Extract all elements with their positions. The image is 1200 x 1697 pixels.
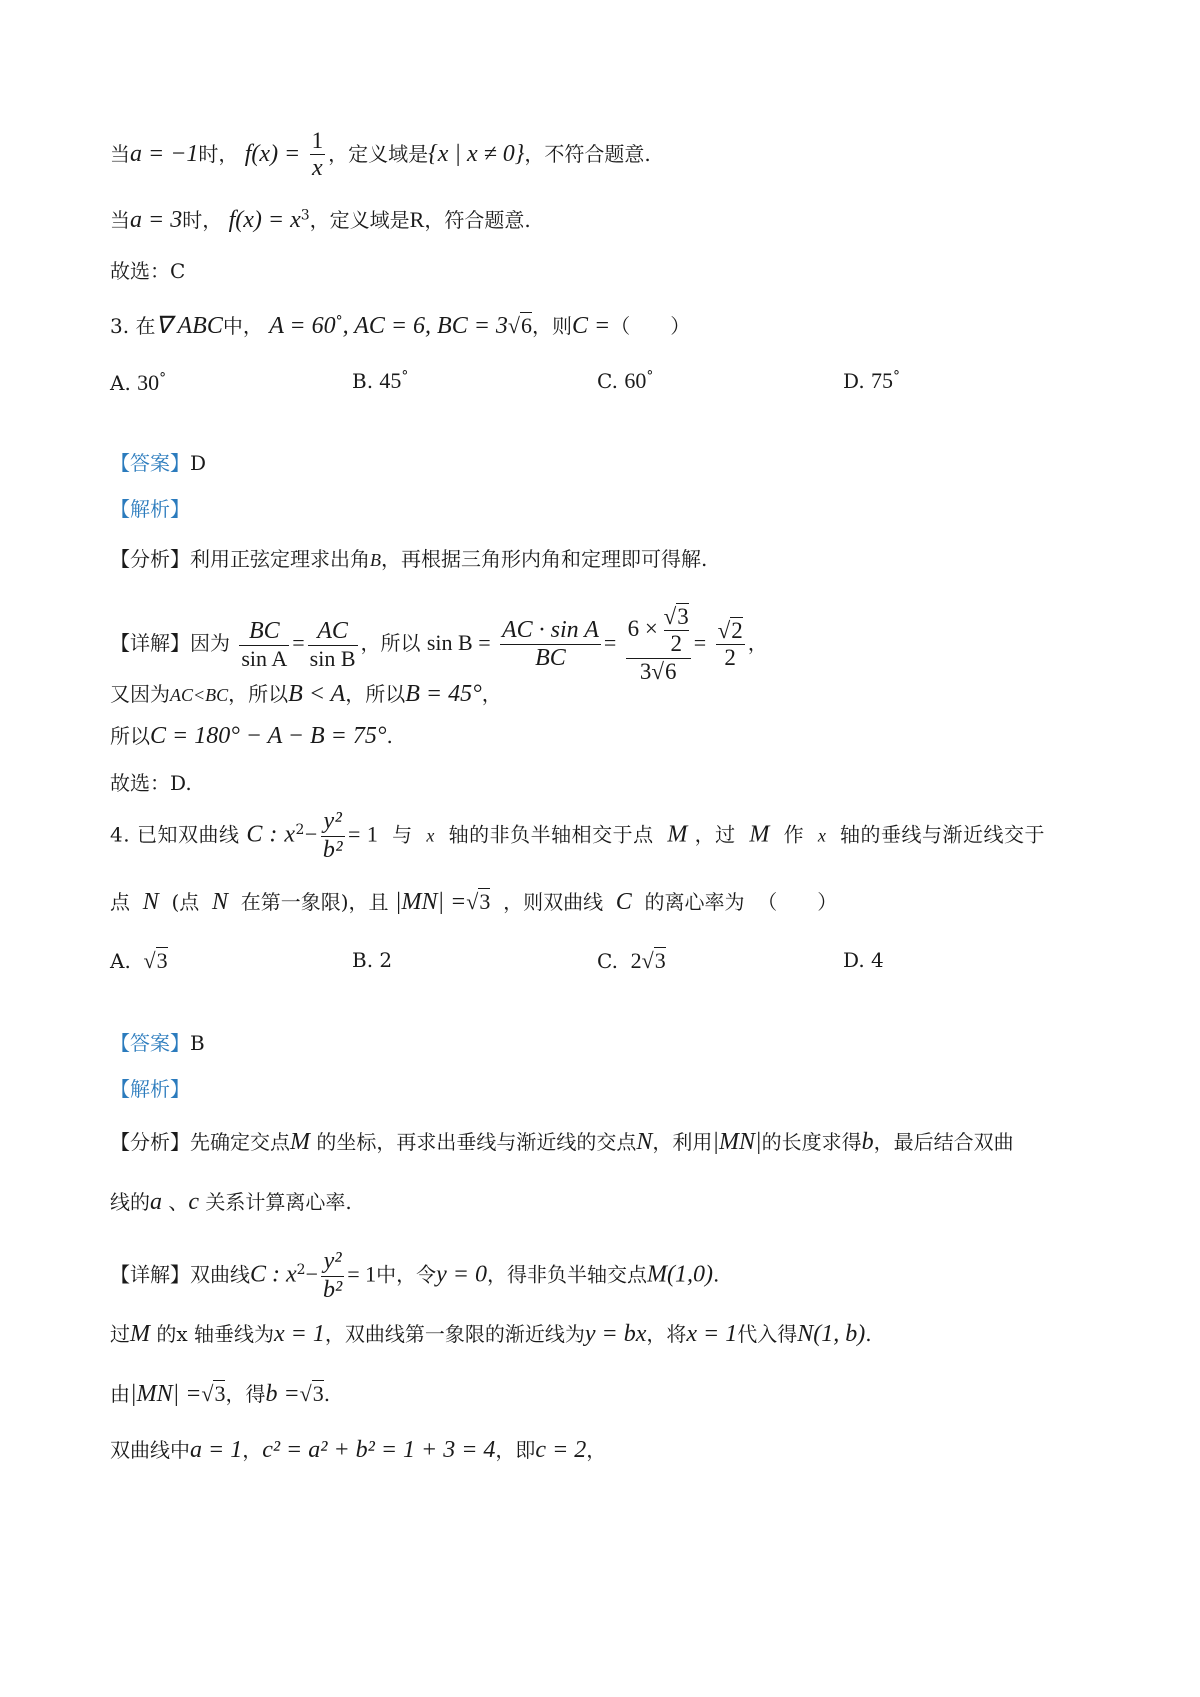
option-c: C. 60°: [597, 368, 654, 393]
option-b: B. 2: [352, 948, 393, 972]
fraction: $\frac{1}{x}$: [311, 128, 324, 182]
text: 当: [110, 142, 130, 167]
answer-tag: 【答案】: [110, 1031, 190, 1055]
analysis-line: 【分析】先确定交点M 的坐标，再求出垂线与渐近线的交点N，利用|MN|的长度求得b，最后结合双曲: [110, 1129, 1014, 1155]
math: {x | x ≠ 0}: [428, 141, 525, 168]
option-d: D. 75°: [843, 368, 901, 393]
question-4-cont: 点 N (点 N 在第一象限)，且 |MN| =√3 ，则双曲线 C 的离心率为 （ ）: [110, 889, 838, 915]
option-c: C. 2√3: [597, 948, 666, 973]
text: ，不符合题意.: [524, 142, 651, 167]
text-line: 故选：C: [110, 259, 186, 283]
text-line: 当a = 3时， $f(x) = x^3$，定义域是R，符合题意.: [110, 207, 531, 233]
solution-line: 【详解】因为 $\frac{BC}{\text{sin A}}$ = $\frac{AC}{\text{sin B}}$ ，所以 sin B = $\frac{\text{AC · sin A}}{BC}$ = 6 × $\frac{√3}{2}$ 3√6 = $\frac{√2}{2}$ ，: [110, 604, 768, 684]
option-d: D. 4: [843, 948, 884, 972]
solution-line: 过M 的x 轴垂线为x = 1，双曲线第一象限的渐近线为y = bx，将x = 1代入得N(1, b).: [110, 1321, 872, 1347]
question-3: 3. 在∇ ABC中， A = 60°, AC = 6, BC = 3√6，则C =（ ）: [110, 313, 691, 339]
text-line: [110, 128, 651, 183]
text: 时，: [198, 142, 239, 167]
math: a = 3: [130, 207, 183, 233]
math: (x) =: [251, 141, 301, 168]
option-b: B. 45°: [352, 368, 409, 393]
analysis-line: 【分析】利用正弦定理求出角B，再根据三角形内角和定理即可得解.: [110, 547, 708, 571]
question-4: 4. 已知双曲线 C : $x^2-$ $\frac{\text{y²}}{\text{b²}}$ = 1 与 x 轴的非负半轴相交于点 M ，过 M 作 x 轴的垂线与渐近线交于: [110, 808, 1046, 863]
answer-tag: 【答案】: [110, 451, 190, 475]
answer-line: 【答案】D: [110, 451, 207, 475]
analysis-tag: 【解析】: [110, 1077, 190, 1101]
answer-line: 【答案】B: [110, 1031, 205, 1055]
solution-line: 所以C = 180° − A − B = 75°.: [110, 723, 393, 749]
solution-line: 故选：D.: [110, 771, 192, 795]
text: ，定义域是: [328, 142, 429, 167]
option-a: A. 30°: [110, 370, 167, 395]
option-a: A. √3: [110, 948, 168, 973]
solution-line: 由|MN| =√3，得b =√3.: [110, 1381, 331, 1407]
solution-line: 又因为AC<BC，所以B < A，所以B = 45°，: [110, 681, 502, 707]
solution-line: 双曲线中a = 1，c² = a² + b² = 1 + 3 = 4，即c = 2，: [110, 1437, 607, 1463]
math: a = −1: [130, 141, 199, 168]
math: f: [244, 141, 252, 168]
analysis-tag: 【解析】: [110, 497, 190, 521]
analysis-line: 线的a 、c 关系计算离心率.: [110, 1189, 352, 1215]
solution-line: 【详解】双曲线C : $x^2-$ $\frac{\text{y²}}{\text{b²}}$ = 1中，令y = 0，得非负半轴交点M(1,0).: [110, 1248, 720, 1303]
